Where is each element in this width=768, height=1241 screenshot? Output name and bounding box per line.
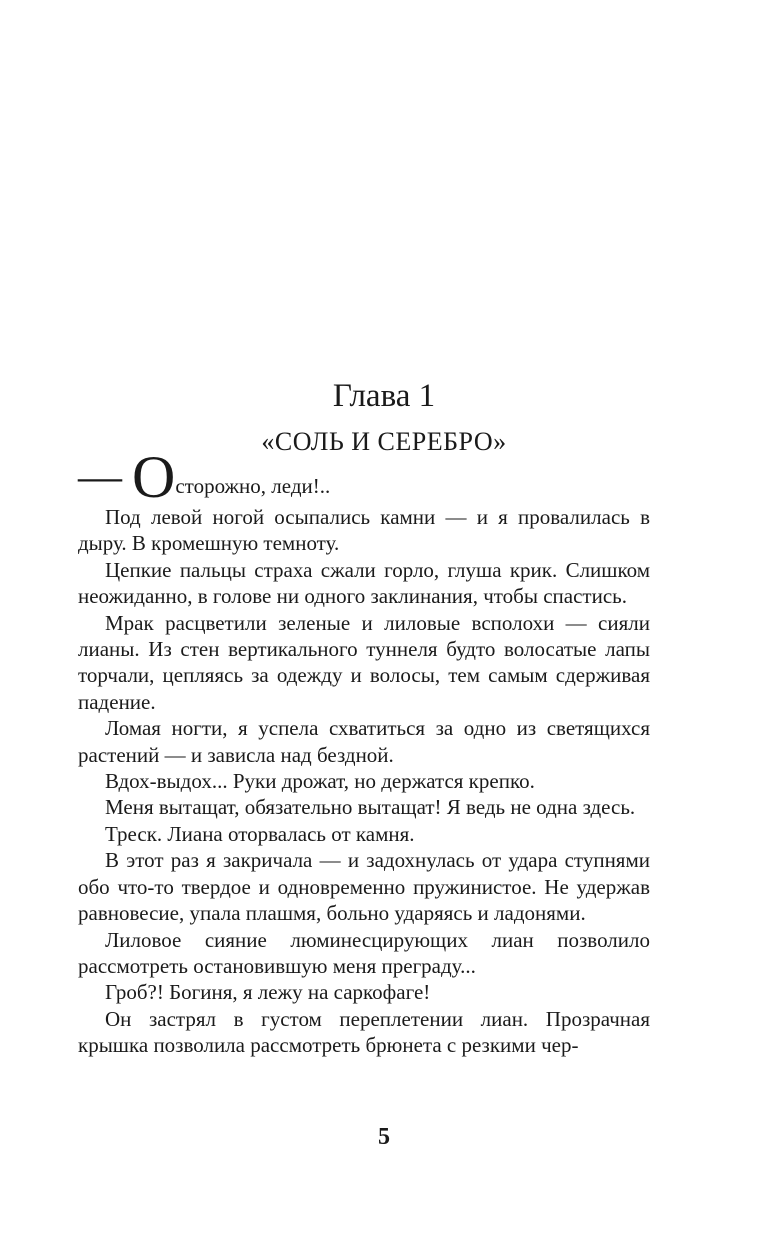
paragraph: Лиловое сияние люминесцирующих лиан позволило рассмотреть остановившую меня преграду... bbox=[78, 927, 650, 978]
paragraph: Цепкие пальцы страха сжали горло, глуша крик. Слишком неожиданно, в голове ни одного заклинания, чтобы спастись. bbox=[78, 557, 650, 609]
paragraph: Гроб?! Богиня, я лежу на саркофаге! bbox=[105, 980, 431, 1005]
paragraph: Треск. Лиана оторвалась от камня. bbox=[105, 821, 415, 846]
paragraph: Под левой ногой осыпались камни — и я провалилась в дыру. В кромешную темноту. bbox=[78, 505, 650, 556]
chapter-title: Глава 1 bbox=[332, 378, 436, 414]
drop-cap: О bbox=[132, 444, 176, 510]
paragraph: Он застрял в густом переплетении лиан. Прозрачная крышка позволила рассмотреть брюнета с резкими чер- bbox=[78, 1006, 650, 1058]
page-number: 5 bbox=[378, 1124, 390, 1150]
paragraph: В этот раз я закричала — и задохнулась от удара ступнями обо что-то твердое и одновременно пружинистое. Не удержав равновесие, упала плашмя, больно ударяясь и ладонями. bbox=[78, 848, 650, 926]
opening-line bbox=[78, 444, 650, 511]
paragraph: Меня вытащат, обязательно вытащат! Я ведь не одна здесь. bbox=[105, 795, 636, 820]
paragraph: Мрак расцветили зеленые и лиловые всполохи — сияли лианы. Из стен вертикального туннеля будто волосатые лапы торчали, цепляясь за одежду и волосы, тем самым сдерживая падение. bbox=[78, 610, 650, 714]
paragraph: Вдох-выдох... Руки дрожат, но держатся крепко. bbox=[105, 769, 535, 794]
opening-text: сторожно, леди!.. bbox=[175, 474, 331, 498]
paragraph: Ломая ногти, я успела схватиться за одно из светящихся растений — и зависла над бездной. bbox=[78, 716, 650, 767]
chapter-subtitle: «СОЛЬ И СЕРЕБРО» bbox=[261, 427, 507, 456]
body-text bbox=[78, 504, 650, 1059]
dialogue-dash: — bbox=[78, 452, 122, 501]
